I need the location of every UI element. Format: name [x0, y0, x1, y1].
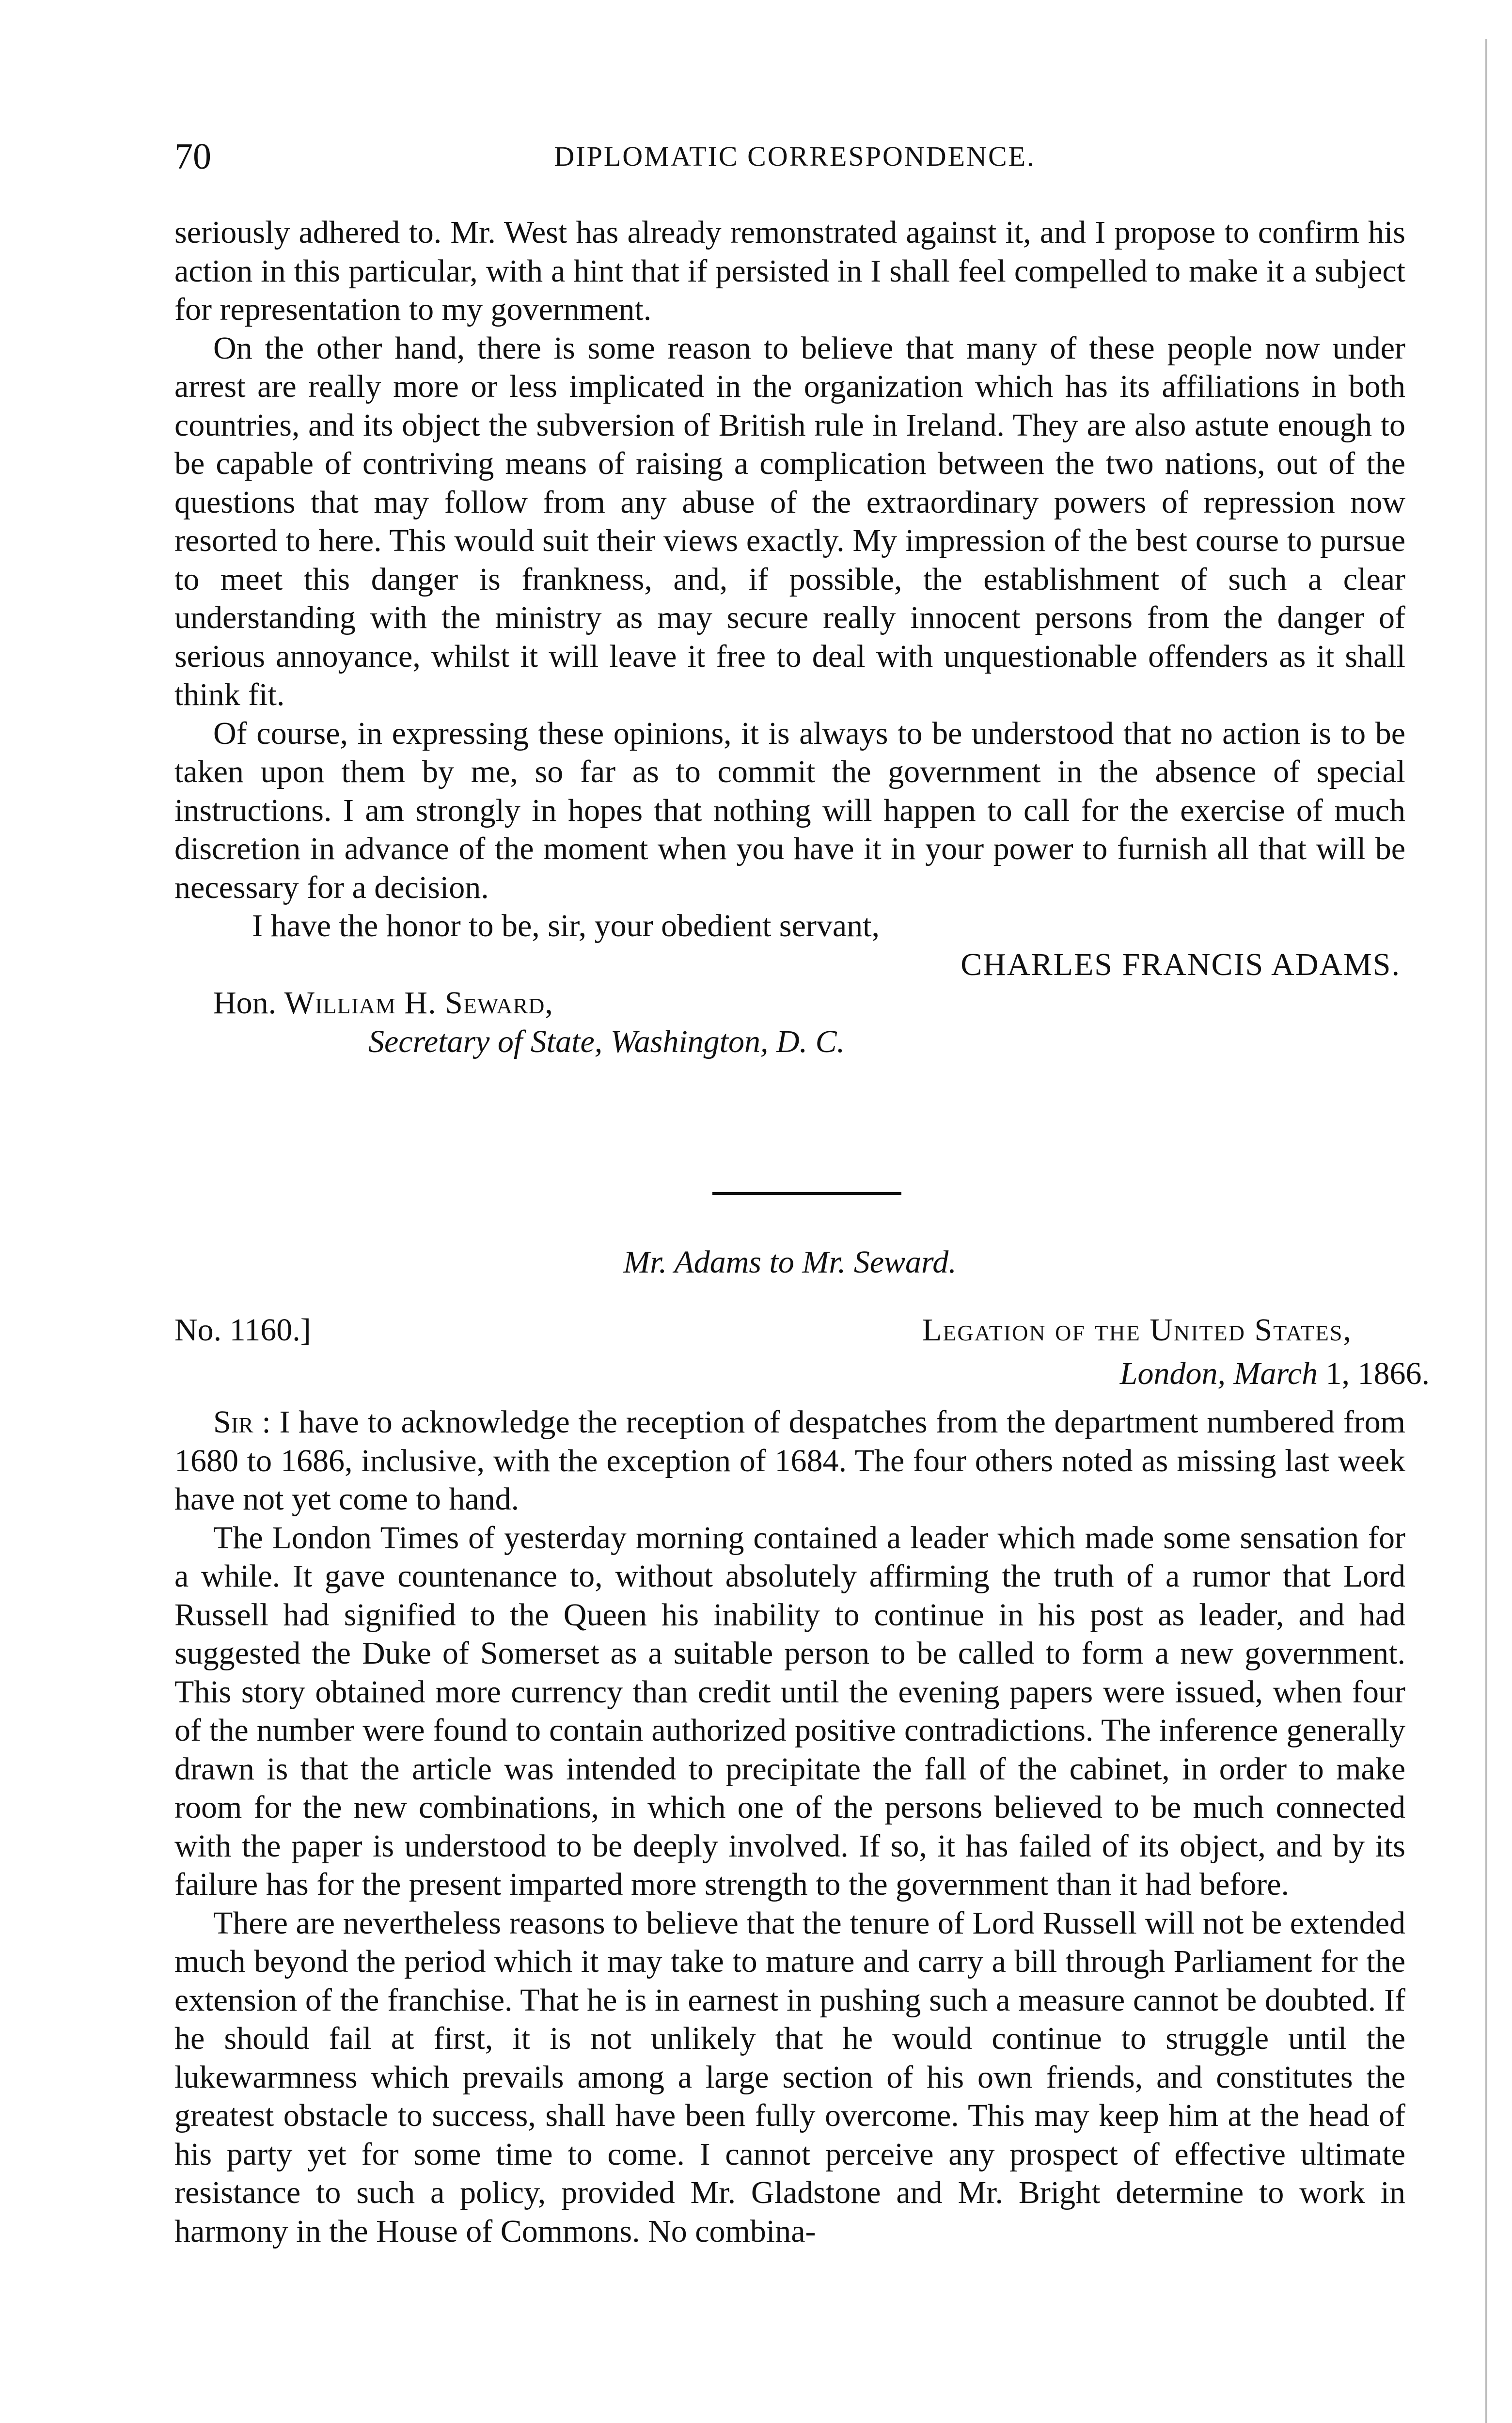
- addressee: [174, 984, 1405, 1023]
- addressee-name: William H. Seward,: [284, 985, 553, 1021]
- despatch-number: No. 1160.]: [174, 1312, 311, 1348]
- legation-heading: Legation of the United States,: [922, 1312, 1352, 1348]
- letter-1-body: [174, 213, 1405, 1061]
- running-title: DIPLOMATIC CORRESPONDENCE.: [554, 141, 1036, 172]
- paragraph-continued: seriously adhered to. Mr. West has already remonstrated against it, and I propose to confirm his action in this particular, with a hint that if persisted in I shall feel compelled to make it a subject for representation to my government.: [174, 215, 1405, 327]
- signature: CHARLES FRANCIS ADAMS.: [961, 946, 1401, 982]
- section-divider: [712, 1192, 901, 1195]
- place-date: [1120, 1352, 1430, 1396]
- paragraph-text: I have to acknowledge the reception of despatches from the department numbered from 1680 to 1686, inclusive, with the exception of 1684. The four others noted as missing last week have not yet come to hand.: [174, 1404, 1405, 1517]
- page-edge-rule: [1485, 39, 1487, 2423]
- paragraph: [174, 1403, 1405, 1519]
- date: 1, 1866.: [1318, 1356, 1430, 1391]
- addressee-prefix: Hon.: [213, 985, 277, 1021]
- page-number: 70: [174, 136, 211, 177]
- paragraph: Of course, in expressing these opinions, it is always to be understood that no action is to be taken upon them by me, so far as to commit the government in the absence of special instructions. I am strongly in hopes that nothing will happen to call for the exercise of much discretion in advance of the moment when you have it in your power to furnish all that will be necessary for a decision.: [174, 715, 1405, 905]
- closing-line: I have the honor to be, sir, your obedient servant,: [252, 908, 880, 944]
- page-header: [174, 130, 1415, 183]
- paragraph: The London Times of yesterday morning contained a leader which made some sensation for a while. It gave countenance to, without absolutely affirming the truth of a rumor that Lord Russell had signified to the Queen his inability to continue in his post as leader, and had suggested the Duke of Somerset as a suitable person to be called to form a new government. This story obtained more currency than credit until the evening papers were issued, when four of the number were found to contain authorized positive contradictions. The inference generally drawn is that the article was intended to precipitate the fall of the cabinet, in order to make room for the new combinations, in which one of the persons believed to be much connected with the paper is understood to be deeply involved. If so, it has failed of its object, and by its failure has for the present imparted more strength to the government than it had before.: [174, 1520, 1405, 1902]
- letter-2-body: [174, 1403, 1405, 2250]
- addressee-title: Secretary of State, Washington, D. C.: [368, 1023, 845, 1059]
- letter-heading: Mr. Adams to Mr. Seward.: [623, 1244, 957, 1280]
- paragraph: There are nevertheless reasons to believe that the tenure of Lord Russell will not be extended much beyond the period which it may take to mature and carry a bill through Parliament for the extension of the franchise. That he is in earnest in pushing such a measure cannot be doubted. If he should fail at first, it is not unlikely that he would continue to struggle until the lukewarmness which prevails among a large section of his own friends, and constitutes the greatest obstacle to success, shall have been fully overcome. This may keep him at the head of his party yet for some time to come. I cannot perceive any prospect of effective ultimate resistance to such a policy, provided Mr. Gladstone and Mr. Bright determine to work in harmony in the House of Commons. No combina-: [174, 1905, 1405, 2249]
- place: London, March: [1119, 1356, 1318, 1391]
- salutation: Sir :: [213, 1404, 271, 1440]
- paragraph: On the other hand, there is some reason to believe that many of these people now under arrest are really more or less implicated in the organization which has its affiliations in both countries, and its object the subversion of British rule in Ireland. They are also astute enough to be capable of contriving means of raising a complication between the two nations, out of the questions that may follow from any abuse of the extraordinary powers of repression now resorted to here. This would suit their views exactly. My impression of the best course to pursue to meet this danger is frankness, and, if possible, the establishment of such a clear understanding with the ministry as may secure really innocent persons from the danger of serious annoyance, whilst it will leave it free to deal with unquestionable offenders as it shall think fit.: [174, 330, 1405, 712]
